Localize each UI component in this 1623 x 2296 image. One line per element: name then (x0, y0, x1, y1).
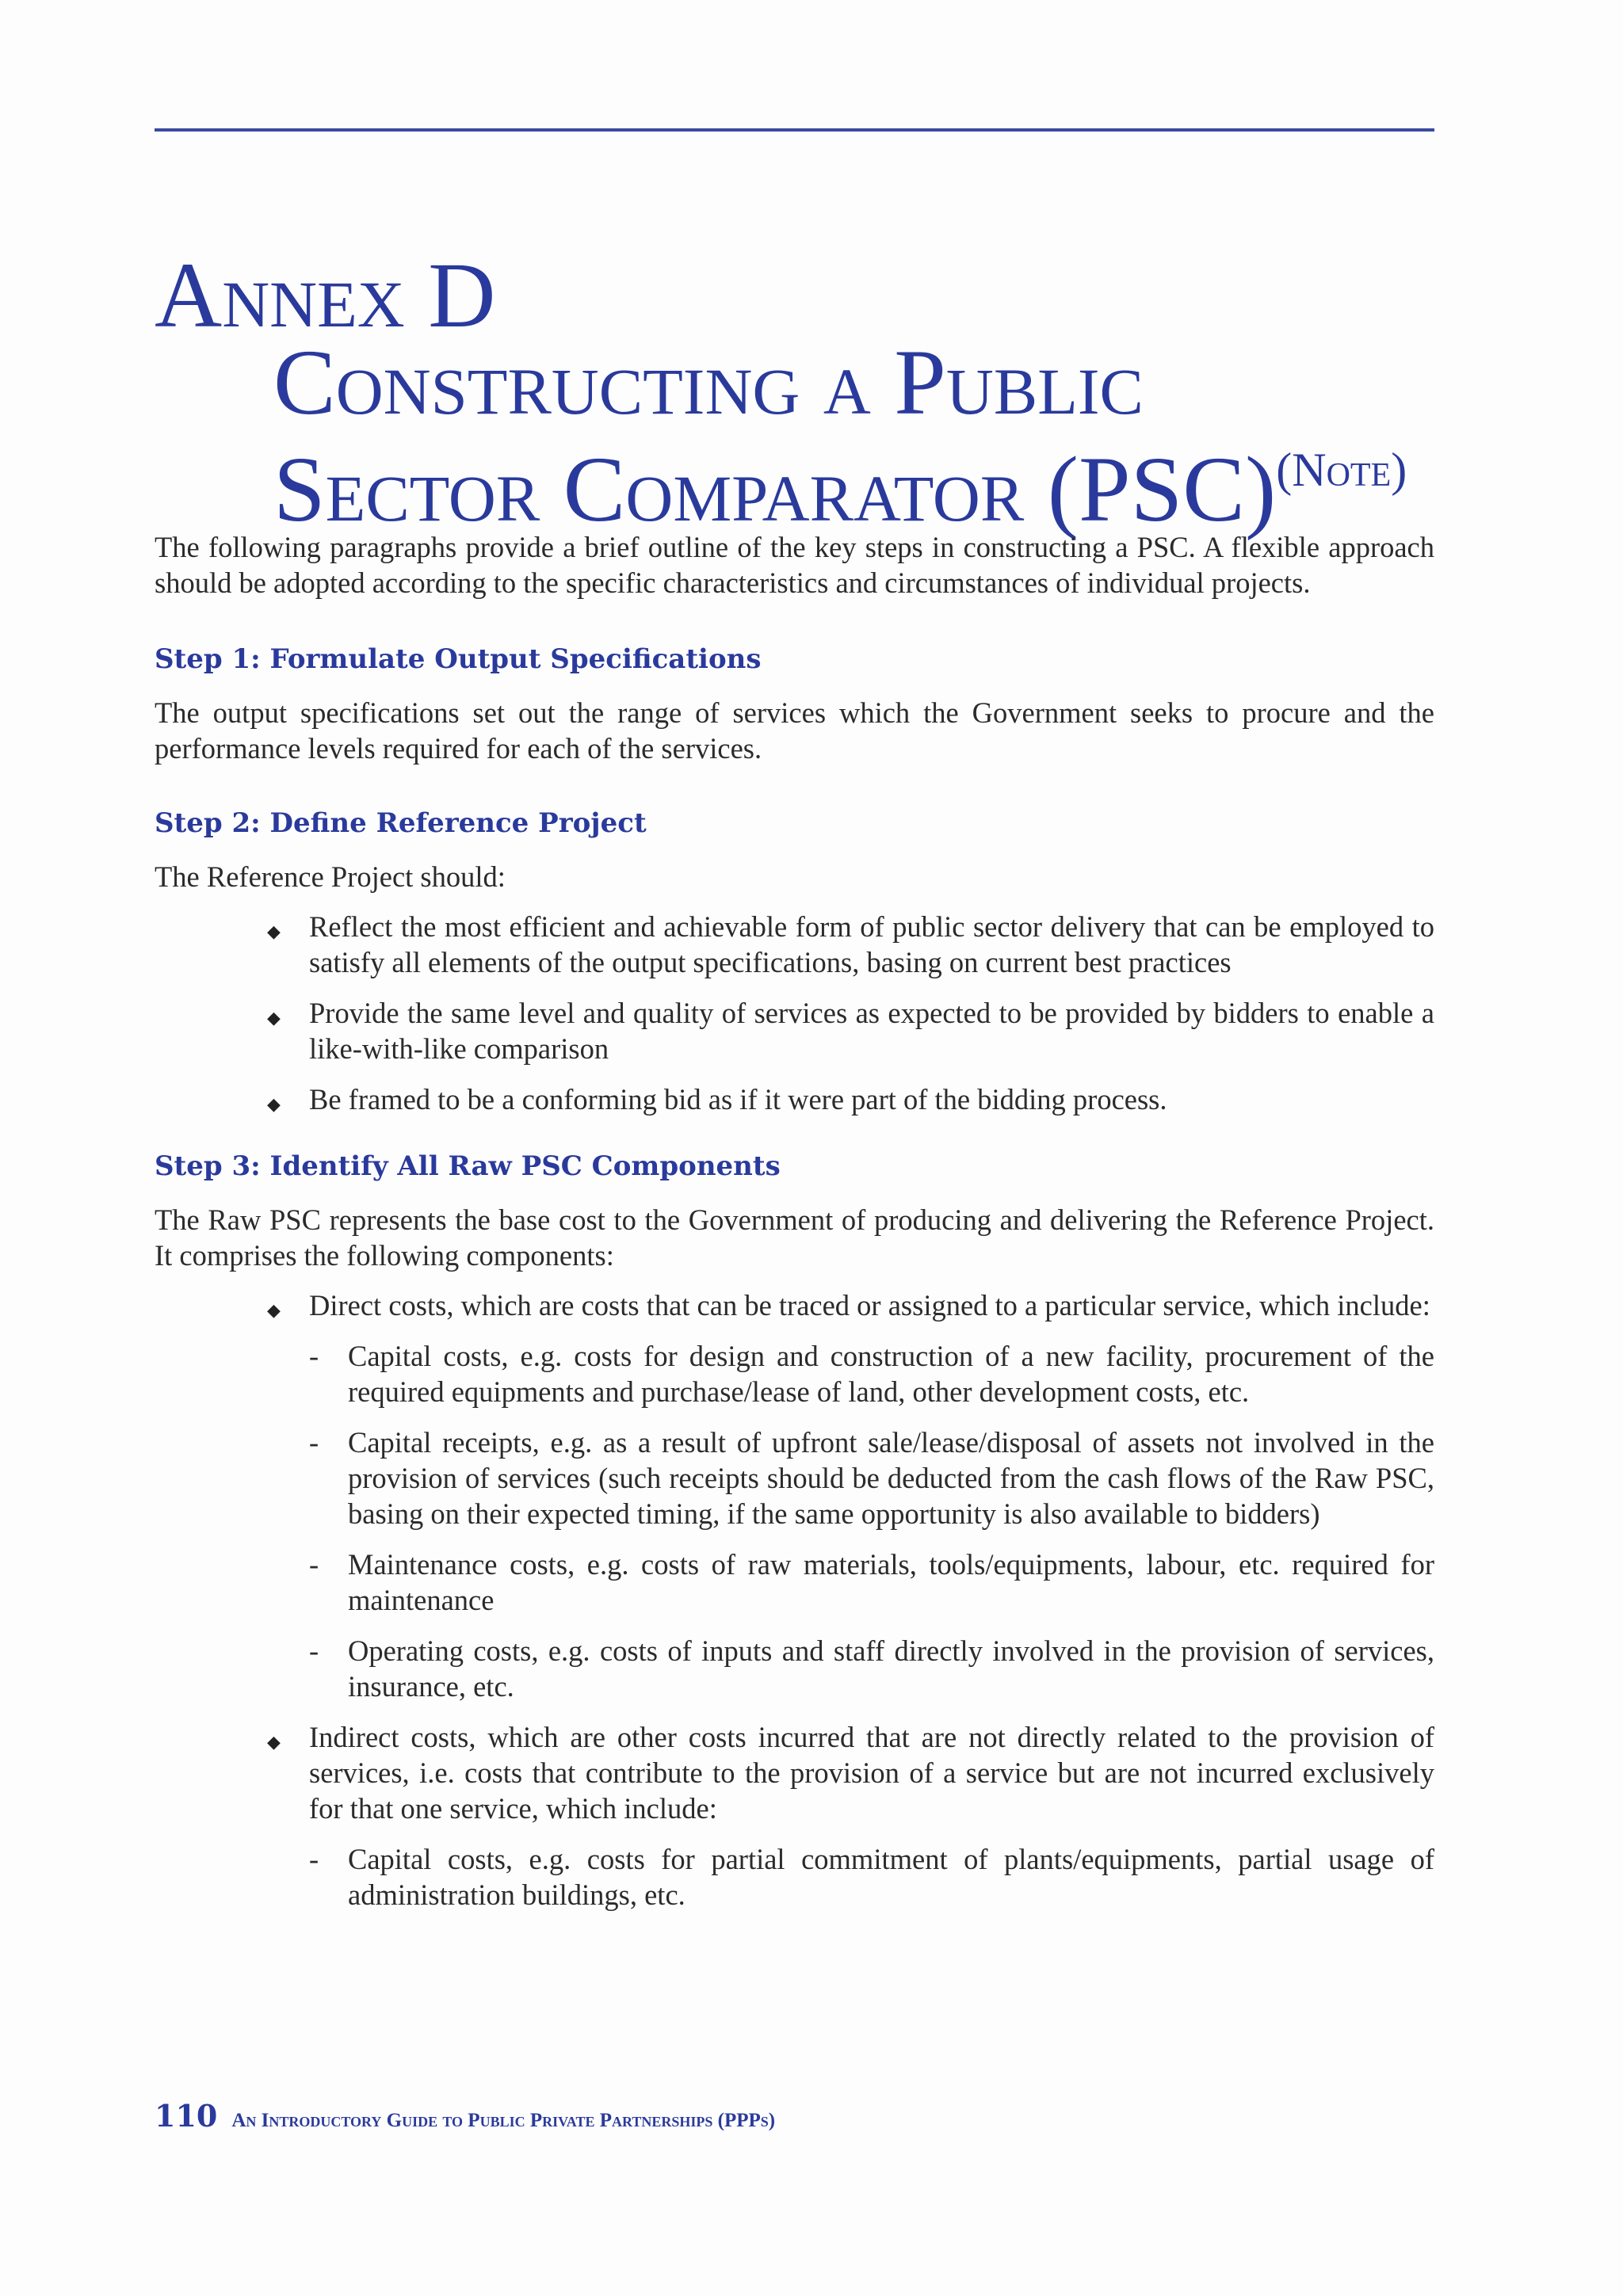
page-title (155, 243, 1407, 541)
indirect-costs-text: Indirect costs, which are other costs incurred that are not directly related to the provision of services, i.e. costs that contribute to the provision of a service but are not incurred exclusively for that one service, which include: (309, 1721, 1434, 1825)
list-item (309, 1547, 1434, 1618)
diamond-bullet-icon: ◆ (267, 1008, 281, 1028)
list-item (309, 1338, 1434, 1409)
step1-body: The output specifications set out the range of services which the Government seeks to procure and the performance levels required for each of the services. (155, 696, 1434, 765)
dash-icon: - (309, 1843, 319, 1875)
list-item (155, 995, 1434, 1066)
bullet-text: Provide the same level and quality of services as expected to be provided by bidders to enable a like-with-like comparison (309, 997, 1434, 1065)
list-item (309, 1425, 1434, 1531)
sub-item-text: Capital costs, e.g. costs for design and construction of a new facility, procurement of the required equipments and purchase/lease of land, other development costs, etc. (348, 1340, 1434, 1408)
diamond-bullet-icon: ◆ (267, 1732, 281, 1752)
diamond-bullet-icon: ◆ (267, 921, 281, 941)
document-body (155, 529, 1434, 1944)
title-line-3 (155, 426, 1407, 541)
sub-item-text: Maintenance costs, e.g. costs of raw materials, tools/equipments, labour, etc. required for maintenance (348, 1548, 1434, 1616)
diamond-bullet-icon: ◆ (267, 1300, 281, 1320)
dash-icon: - (309, 1548, 319, 1581)
step3-lead: The Raw PSC represents the base cost to the Government of producing and delivering the Reference Project. It comprises the following components: (155, 1203, 1434, 1272)
title-note: (Note) (1276, 444, 1407, 496)
bullet-text: Be framed to be a conforming bid as if it were part of the bidding process. (309, 1083, 1167, 1116)
list-item (309, 1633, 1434, 1704)
list-item (155, 1287, 1434, 1704)
sub-item-text: Capital receipts, e.g. as a result of upfront sale/lease/disposal of assets not involved in the provision of services (such receipts should be deducted from the cash flows of the Raw PSC, basing on their expected timing, if the same opportunity is also available to bidders) (348, 1426, 1434, 1530)
step1-heading: Step 1: Formulate Output Specifications (155, 643, 762, 675)
step2-bullet-list (155, 909, 1434, 1117)
page-number: 110 (155, 2098, 218, 2134)
indirect-costs-sublist (309, 1841, 1434, 1913)
diamond-bullet-icon: ◆ (267, 1094, 281, 1114)
dash-icon: - (309, 1426, 319, 1459)
direct-costs-text: Direct costs, which are costs that can be traced or assigned to a particular service, which include: (309, 1289, 1430, 1322)
list-item (155, 1081, 1434, 1117)
sub-item-text: Capital costs, e.g. costs for partial commitment of plants/equipments, partial usage of administration buildings, etc. (348, 1843, 1434, 1911)
sub-item-text: Operating costs, e.g. costs of inputs and staff directly involved in the provision of services, insurance, etc. (348, 1634, 1434, 1703)
dash-icon: - (309, 1634, 319, 1667)
bullet-text: Reflect the most efficient and achievable form of public sector delivery that can be employed to satisfy all elements of the output specifications, basing on current best practices (309, 910, 1434, 978)
step3-heading: Step 3: Identify All Raw PSC Components (155, 1150, 781, 1182)
list-item (309, 1841, 1434, 1913)
title-annex: Annex D (155, 243, 496, 347)
intro-paragraph: The following paragraphs provide a brief outline of the key steps in constructing a PSC. A flexible approach should be adopted according to the specific characteristics and circumstances of individual projects. (155, 531, 1434, 599)
step3-bullet-list (155, 1287, 1434, 1913)
title-line-3-text: Sector Comparator (PSC) (273, 437, 1277, 541)
step2-lead: The Reference Project should: (155, 860, 506, 893)
top-rule (155, 128, 1434, 132)
footer-title: An Introductory Guide to Public Private Partnerships (PPPs) (231, 2110, 776, 2131)
step2-heading: Step 2: Define Reference Project (155, 807, 647, 839)
list-item (155, 909, 1434, 980)
dash-icon: - (309, 1340, 319, 1372)
page-footer (155, 2098, 775, 2134)
list-item (155, 1719, 1434, 1913)
direct-costs-sublist (309, 1338, 1434, 1704)
title-line-2: Constructing a Public (273, 330, 1144, 434)
